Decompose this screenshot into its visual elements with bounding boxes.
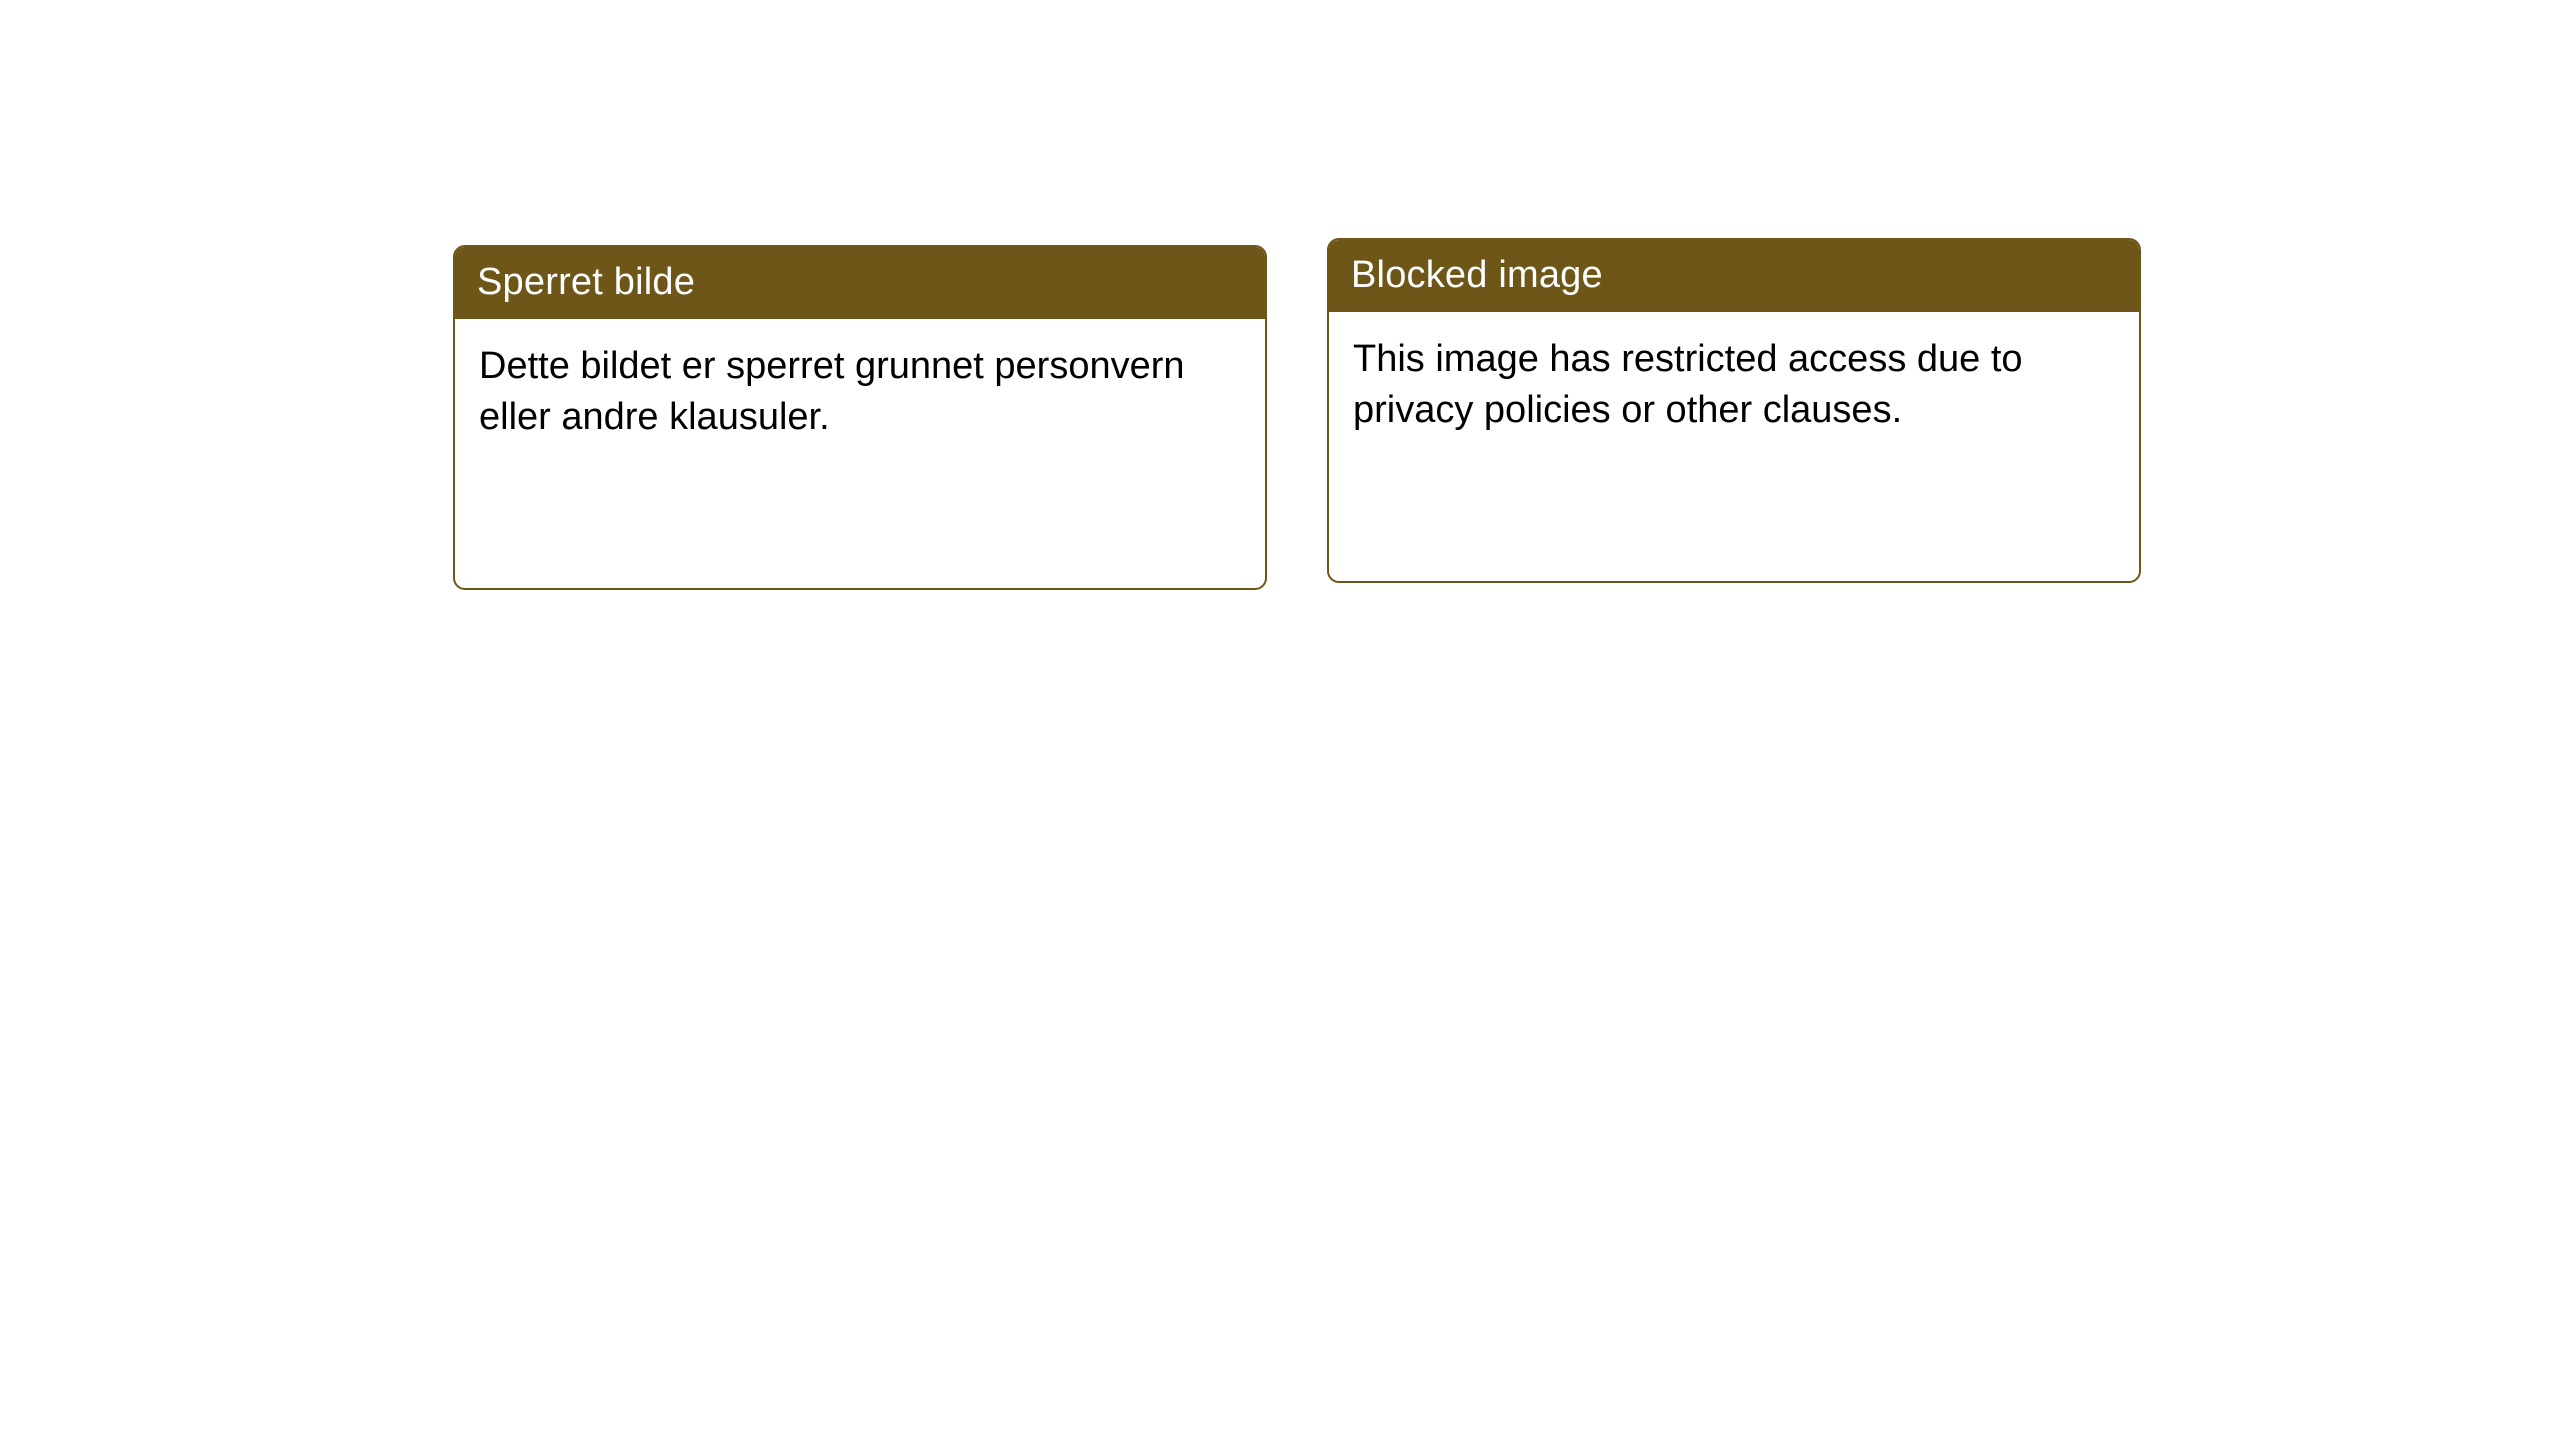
blocked-image-notice-no-message: Dette bildet er sperret grunnet personvern eller andre klausuler. — [479, 345, 1185, 438]
blocked-image-notice-en — [1327, 238, 2141, 583]
blocked-image-notice-no-body — [455, 319, 1265, 466]
blocked-image-notice-en-message: This image has restricted access due to privacy policies or other clauses. — [1353, 338, 2023, 431]
blocked-image-notice-en-body — [1329, 312, 2139, 459]
blocked-image-notice-en-title: Blocked image — [1329, 240, 2139, 312]
blocked-image-notice-no-title: Sperret bilde — [455, 247, 1265, 319]
blocked-image-notice-no — [453, 245, 1267, 590]
